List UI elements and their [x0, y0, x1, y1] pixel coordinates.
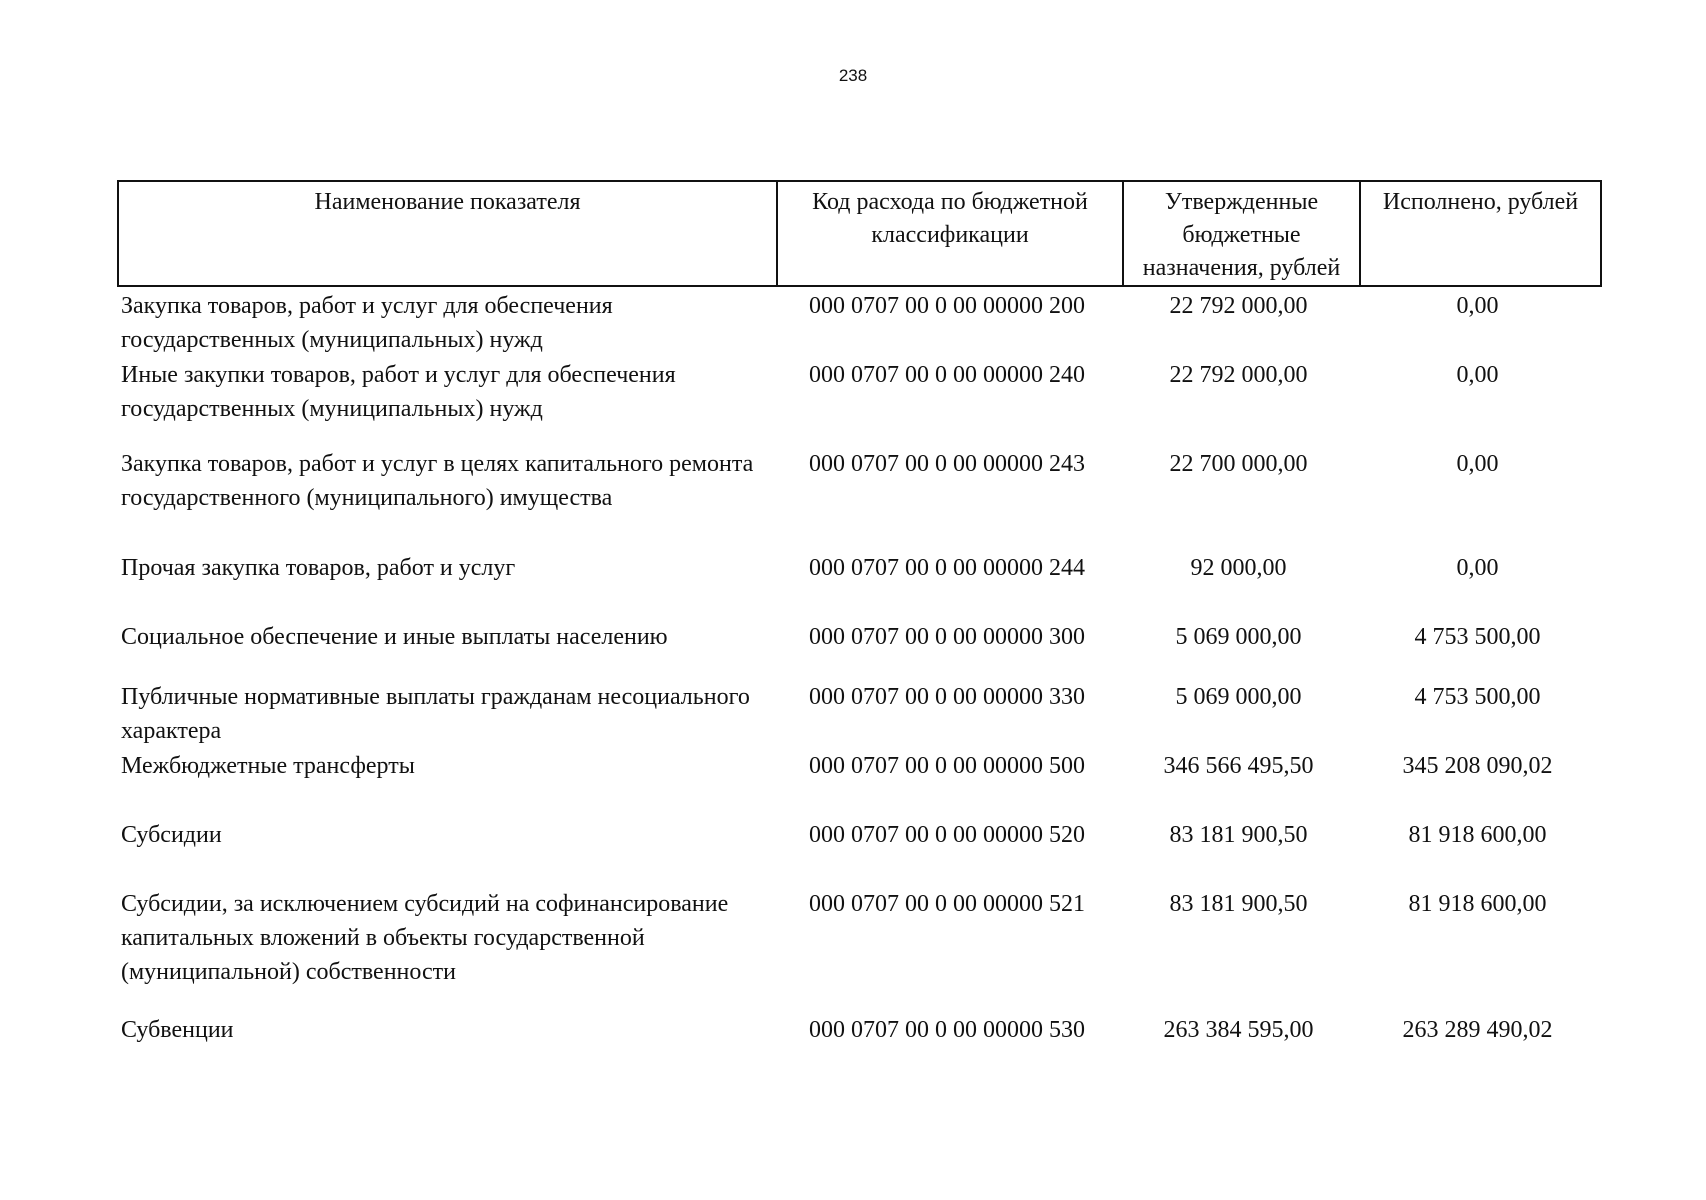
row-name: Субсидии [121, 822, 222, 848]
header-code: Код расхода по бюджетной классификации [776, 182, 1122, 285]
row-name: Социальное обеспечение и иные выплаты населению [121, 624, 668, 650]
row-approved: 5 069 000,00 [1175, 684, 1302, 710]
table-row [117, 551, 1602, 585]
row-approved: 5 069 000,00 [1175, 624, 1302, 650]
row-executed: 4 753 500,00 [1414, 624, 1541, 650]
row-approved: 263 384 595,00 [1163, 1017, 1314, 1043]
row-name: Прочая закупка товаров, работ и услуг [121, 555, 516, 581]
page-number: 238 [838, 66, 868, 85]
row-executed: 4 753 500,00 [1414, 684, 1541, 710]
table-row [117, 818, 1602, 852]
table-row [117, 749, 1602, 783]
header-executed: Исполнено, рублей [1359, 182, 1600, 285]
table-row [117, 1013, 1602, 1047]
row-executed: 0,00 [1456, 451, 1499, 477]
row-approved: 92 000,00 [1190, 555, 1287, 581]
table-header [117, 180, 1602, 287]
table-row [117, 358, 1602, 426]
row-name: Закупка товаров, работ и услуг для обеспечения государственных (муниципальных) нужд [121, 293, 613, 353]
row-name: Иные закупки товаров, работ и услуг для обеспечения государственных (муниципальных) нужд [121, 362, 676, 422]
row-executed: 0,00 [1456, 293, 1499, 319]
row-code: 000 0707 00 0 00 00000 200 [809, 293, 1085, 319]
row-name: Субсидии, за исключением субсидий на софинансирование капитальных вложений в объекты государственной (муниципальной) собственности [121, 891, 729, 985]
row-code: 000 0707 00 0 00 00000 243 [809, 451, 1085, 477]
row-code: 000 0707 00 0 00 00000 240 [809, 362, 1085, 388]
table-row [117, 289, 1602, 357]
row-executed: 0,00 [1456, 555, 1499, 581]
row-executed: 263 289 490,02 [1402, 1017, 1553, 1043]
table-row [117, 680, 1602, 748]
header-approved: Утвержденные бюджетные назначения, рублей [1122, 182, 1359, 285]
row-code: 000 0707 00 0 00 00000 330 [809, 684, 1085, 710]
row-code: 000 0707 00 0 00 00000 244 [809, 555, 1085, 581]
row-approved: 83 181 900,50 [1169, 891, 1308, 917]
row-approved: 22 792 000,00 [1169, 362, 1308, 388]
row-approved: 22 700 000,00 [1169, 451, 1308, 477]
row-name: Субвенции [121, 1017, 234, 1043]
table-row [117, 447, 1602, 515]
row-code: 000 0707 00 0 00 00000 521 [809, 891, 1085, 917]
row-executed: 0,00 [1456, 362, 1499, 388]
row-name: Публичные нормативные выплаты гражданам несоциального характера [121, 684, 750, 744]
row-code: 000 0707 00 0 00 00000 300 [809, 624, 1085, 650]
row-approved: 83 181 900,50 [1169, 822, 1308, 848]
table-row [117, 620, 1602, 654]
row-code: 000 0707 00 0 00 00000 520 [809, 822, 1085, 848]
row-code: 000 0707 00 0 00 00000 530 [809, 1017, 1085, 1043]
table-row [117, 887, 1602, 989]
row-approved: 22 792 000,00 [1169, 293, 1308, 319]
header-name: Наименование показателя [314, 189, 581, 215]
row-code: 000 0707 00 0 00 00000 500 [809, 753, 1085, 779]
row-approved: 346 566 495,50 [1163, 753, 1314, 779]
row-executed: 345 208 090,02 [1402, 753, 1553, 779]
row-executed: 81 918 600,00 [1408, 822, 1547, 848]
row-name: Межбюджетные трансферты [121, 753, 415, 779]
row-name: Закупка товаров, работ и услуг в целях капитального ремонта государственного (муниципального) имущества [121, 451, 754, 511]
row-executed: 81 918 600,00 [1408, 891, 1547, 917]
